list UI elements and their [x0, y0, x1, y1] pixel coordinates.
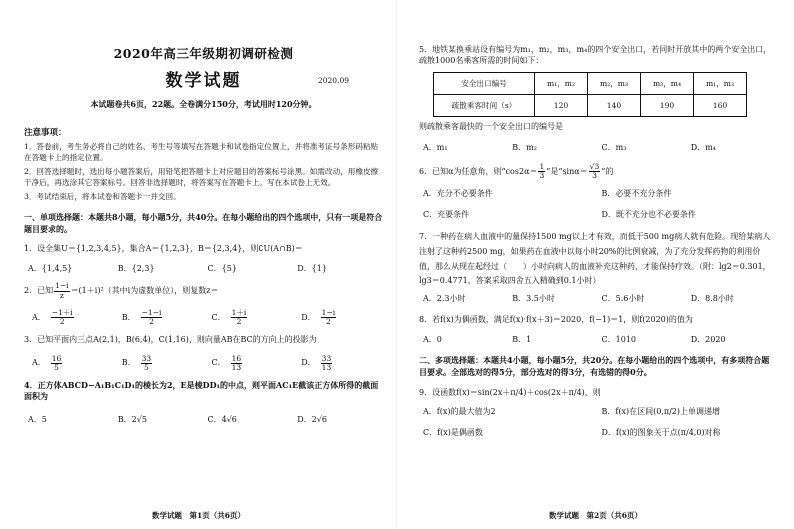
- option-d: D．{1}: [297, 264, 327, 274]
- option-b: B． $\frac{-1-i}{2}$: [121, 307, 162, 327]
- fraction: [54, 282, 69, 300]
- table-header-cell: 安全出口编号: [434, 73, 535, 95]
- option-a: A．0: [423, 335, 442, 345]
- table-cell: m₁，m₂: [535, 73, 588, 95]
- question-1-options: [24, 263, 383, 274]
- option-a: A． $\frac{16}{5}$: [32, 353, 62, 372]
- section-1-heading: 一、单项选择题：本题共8小题，每小题5分，共40分。在每小题给出的四个选项中，只有一项是符合题目要求的。: [24, 212, 383, 234]
- question-4-options: [24, 414, 383, 425]
- question-6: 6．已知α为任意角，则“cos2α＝ $\frac{1}{3}$ ”是“sinα＝ $\frac{√3}{3}$ ”的: [419, 161, 614, 180]
- table-cell: 190: [641, 95, 694, 117]
- question-2-stem: 2．已知: [24, 286, 54, 296]
- question-8: 8．若f(x)为偶函数，满足f(x)·f(x＋3)＝2020，f(−1)＝1，则f(2020)的值为: [419, 315, 693, 325]
- option-c: C．1010: [601, 335, 636, 345]
- option-b: B．必要不充分条件: [601, 189, 672, 199]
- option-c: C．充要条件: [423, 210, 470, 220]
- question-9: 9．设函数f(x)＝sin(2x＋π/4)＋cos(2x＋π/4)，则: [419, 387, 601, 397]
- option-c: C．5.6小时: [601, 294, 645, 304]
- notice-item: 1．答卷前，考生务必将自己的姓名、考生号等填写在答题卡和试卷指定位置上，并将准考证号条形码粘贴在答题卡上的指定位置。: [24, 142, 379, 162]
- page-1-footer: 数学试题 第1页（共6页）: [152, 511, 245, 520]
- option-a: A．f(x)的最大值为2: [423, 406, 496, 416]
- exam-page-2: [397, 0, 794, 529]
- option-d: D． $\frac{33}{13}$: [301, 353, 332, 372]
- table-cell: m₁，m₃: [694, 73, 747, 95]
- fraction-denominator: z: [59, 290, 64, 300]
- question-5: 5．地铁某换乘站设有编号为m₁，m₂，m₃，m₄的四个安全出口，若同时开放其中的两个安全出口，疏散1000名乘客所需的时间如下：: [419, 45, 772, 66]
- question-8-options: [419, 334, 776, 345]
- option-d: D．8.8小时: [690, 294, 734, 304]
- exam-subject: 数学试题: [165, 71, 242, 91]
- question-2-options: [24, 309, 383, 327]
- option-d: D．m₄: [690, 142, 716, 152]
- option-b: B．1: [512, 335, 532, 345]
- section-2-heading: 二、多项选择题：本题共4小题，每小题5分，共20分。在每小题给出的四个选项中，有多项符合题目要求。全部选对的得5分，部分选对的得3分，有选错的得0分。: [419, 355, 770, 378]
- table-row: [434, 73, 747, 95]
- option-c: C．f(x)是偶函数: [423, 427, 483, 437]
- question-1: 1．设全集U＝{1,2,3,4,5}，集合A＝{1,2,3}，B＝{2,3,4}，则∁U(A∩B)＝: [24, 244, 303, 254]
- table-row: [434, 95, 747, 117]
- question-9-options: [419, 406, 776, 438]
- question-6-options: [419, 188, 776, 220]
- notice-item: 2．回答选择题时，选出每小题答案后，用铅笔把答题卡上对应题目的答案标号涂黑。如需改动，用橡皮擦干净后，再选涂其它答案标号。回答非选择题时，将答案写在答题卡上。写在本试卷上无效。: [24, 167, 379, 187]
- question-3-options: [24, 355, 383, 373]
- option-c: C．{5}: [207, 264, 237, 274]
- question-3: 3．已知平面内三点A(2,1)，B(6,4)，C(1,16)，则向量AB在BC的方向上的投影为: [24, 335, 317, 345]
- exam-title: 2020年高三年级期初调研检测: [113, 46, 294, 61]
- question-5-options: [419, 142, 776, 153]
- table-cell: m₂，m₃: [588, 73, 641, 95]
- question-7: 7．一种药在病人血液中的量保持1500 mg以上才有效，而低于500 mg病人就有危险。现给某病人注射了这种药2500 mg，如果药在血液中以每小时20%的比例衰减，为了充分发挥药物的利用价值，那么从现在起经过（ ）小时向病人的血液补充这种药，才能保持疗效。（附：lg2＝0.301，lg3＝0.4771，答案采取四舍五入精确到0.1小时）: [419, 232, 771, 286]
- page-2-footer: 数学试题 第2页（共6页）: [549, 511, 642, 520]
- option-a: A．5: [28, 415, 47, 425]
- option-c: C． $\frac{16}{13}$: [211, 353, 242, 372]
- option-d: D．2020: [690, 335, 726, 345]
- option-d: D． $\frac{1-i}{2}$: [301, 307, 336, 327]
- option-a: A． $\frac{-1+i}{2}$: [32, 307, 73, 327]
- option-b: B．f(x)在区间(0,π/2)上单调递增: [601, 406, 721, 416]
- option-a: A．充分不必要条件: [423, 189, 493, 199]
- option-b: B．3.5小时: [512, 294, 555, 304]
- table-cell: 120: [535, 95, 588, 117]
- option-b: B．m₂: [512, 142, 537, 152]
- option-d: D．f(x)的图象关于点(π/4,0)对称: [601, 427, 721, 437]
- option-c: C．m₃: [601, 142, 627, 152]
- table-cell: 160: [694, 95, 747, 117]
- question-4: 4．正方体ABCD−A₁B₁C₁D₁的棱长为2，E是棱DD₁的中点，则平面AC₁E截该正方体所得的截面面积为: [24, 380, 379, 402]
- option-c: C．4√6: [207, 415, 237, 425]
- notice-item: 3．考试结束后，将本试卷和答题卡一并交回。: [24, 192, 181, 201]
- question-5-followup: 则疏散乘客最快的一个安全出口的编号是: [419, 122, 563, 132]
- notice-heading: 注意事项：: [24, 128, 67, 138]
- option-a: A．m₁: [423, 142, 448, 152]
- option-d: D．2√6: [297, 415, 327, 425]
- table-cell: m₃，m₄: [641, 73, 694, 95]
- option-b: B．{2,3}: [117, 264, 155, 274]
- option-b: B． $\frac{33}{5}$: [121, 353, 152, 372]
- fraction-numerator: 1−i: [55, 281, 69, 291]
- question-2-stem-rest: ＝(1＋i)²（其中i为虚数单位），则复数z＝: [70, 286, 219, 296]
- exam-date: 2020.09: [317, 76, 349, 85]
- option-a: A．2.3小时: [423, 294, 466, 304]
- table-header-cell: 疏散乘客时间（s）: [434, 95, 535, 117]
- table-cell: 140: [588, 95, 641, 117]
- option-b: B．2√5: [117, 415, 147, 425]
- option-a: A．{1,4,5}: [28, 264, 73, 274]
- notice-list: [24, 141, 383, 202]
- evacuation-table: [433, 72, 747, 117]
- option-c: C． $\frac{1+i}{2}$: [211, 307, 247, 327]
- exam-info: 本试题卷共6页，22题。全卷满分150分，考试用时120分钟。: [90, 99, 317, 109]
- question-7-options: [419, 293, 776, 304]
- option-d: D．既不充分也不必要条件: [601, 210, 696, 220]
- question-2: [24, 282, 383, 300]
